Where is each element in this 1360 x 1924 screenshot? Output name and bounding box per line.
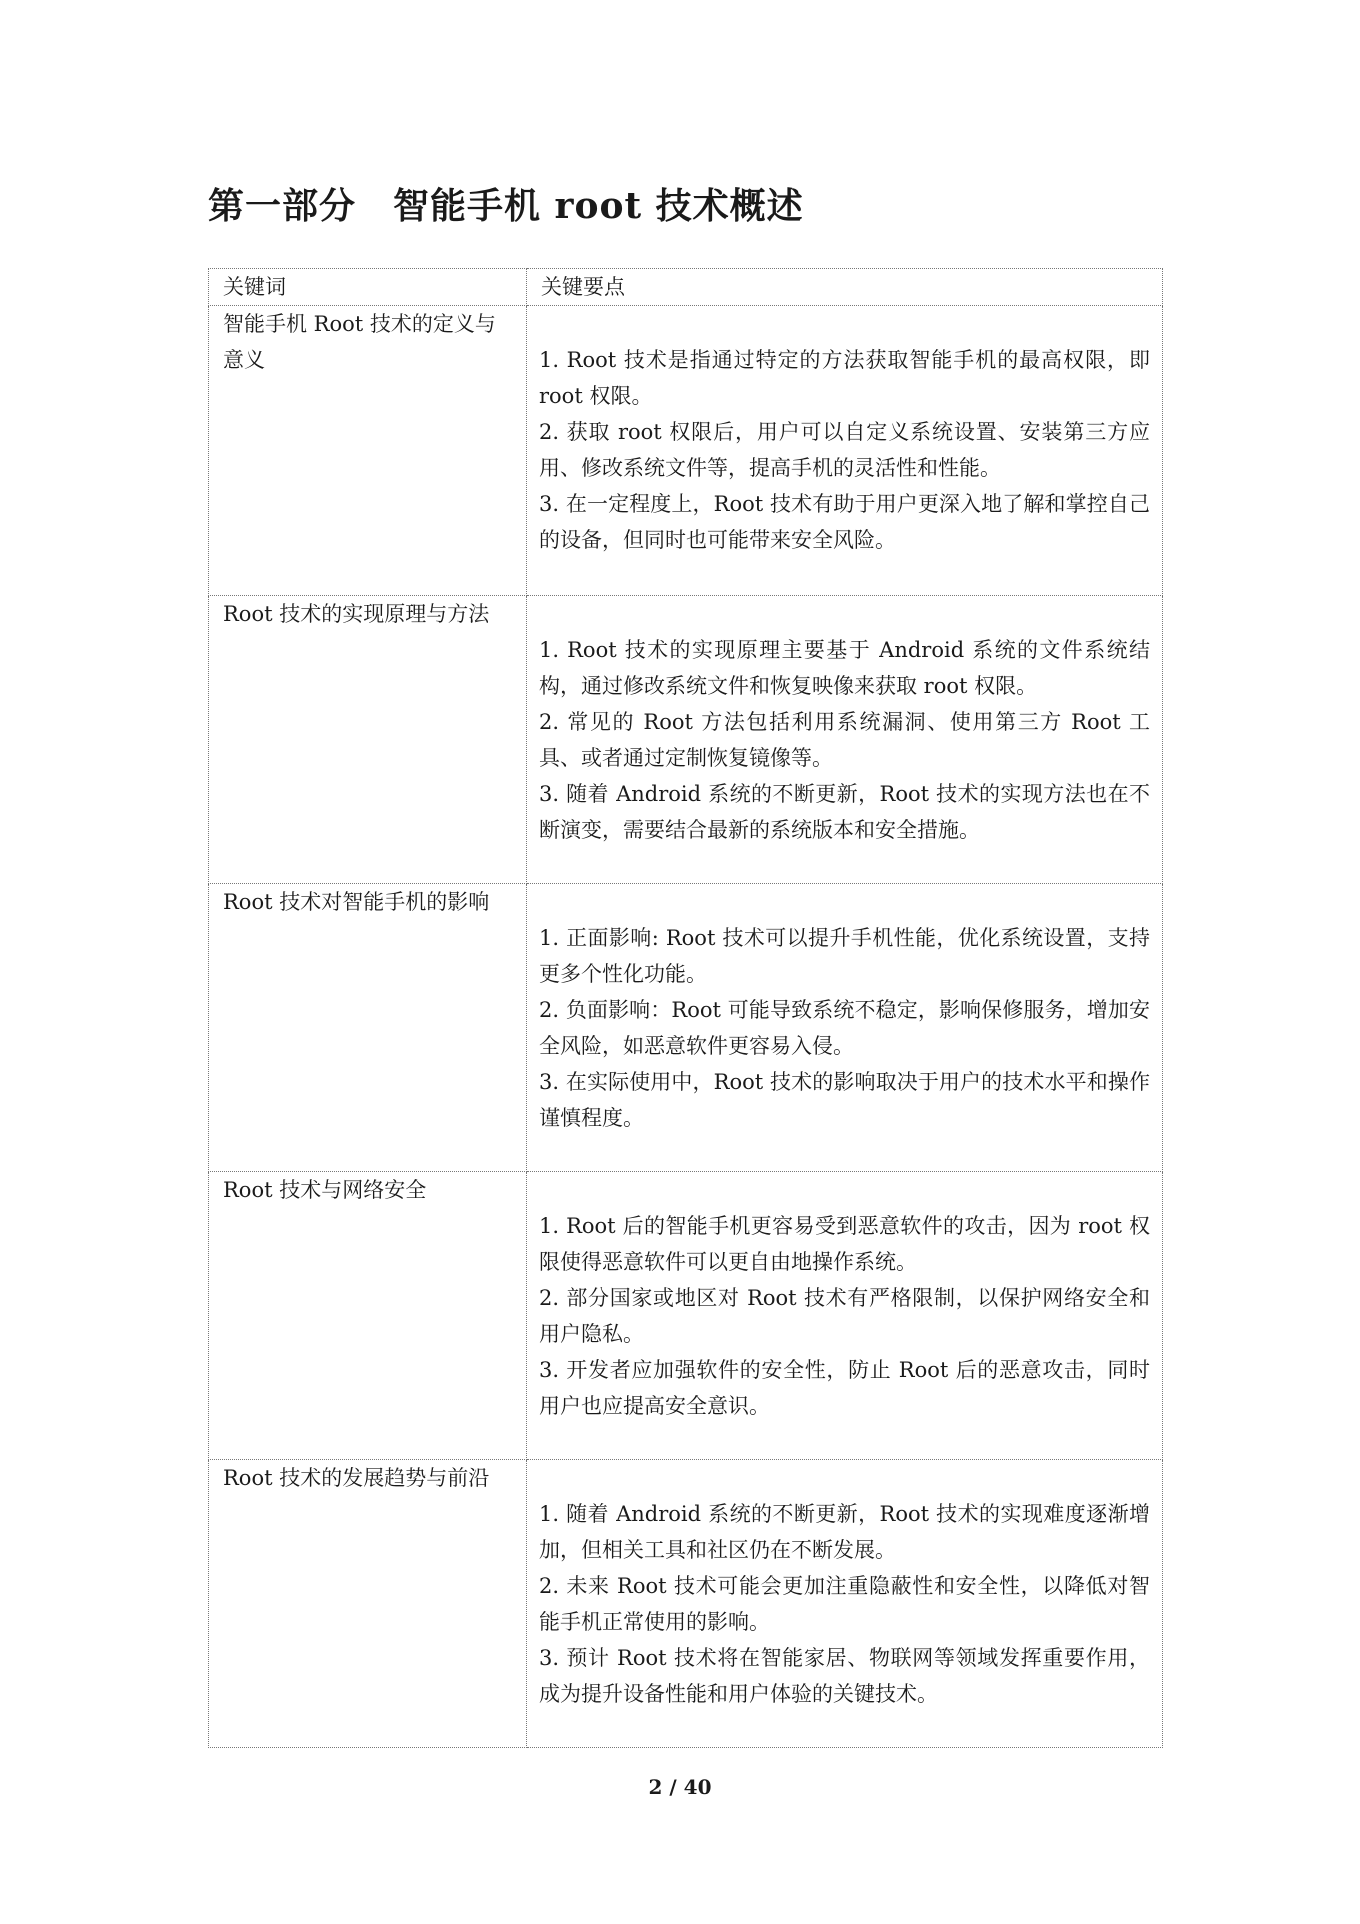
key-point: 3. 在实际使用中，Root 技术的影响取决于用户的技术水平和操作谨慎程度。 (539, 1070, 1150, 1130)
key-point: 2. 获取 root 权限后，用户可以自定义系统设置、安装第三方应用、修改系统文件等，提高手机的灵活性和性能。 (539, 420, 1150, 480)
key-point: 1. Root 后的智能手机更容易受到恶意软件的攻击，因为 root 权限使得恶意软件可以更自由地操作系统。 (539, 1214, 1150, 1274)
header-key-points: 关键要点 (527, 269, 1163, 306)
key-point: 3. 预计 Root 技术将在智能家居、物联网等领域发挥重要作用，成为提升设备性能和用户体验的关键技术。 (539, 1646, 1150, 1706)
key-points-table (208, 268, 1163, 1748)
table-row (209, 596, 1163, 884)
key-point: 1. Root 技术的实现原理主要基于 Android 系统的文件系统结构，通过修改系统文件和恢复映像来获取 root 权限。 (539, 638, 1150, 698)
row-keyword: Root 技术对智能手机的影响 (209, 884, 527, 1172)
key-point: 2. 负面影响：Root 可能导致系统不稳定，影响保修服务，增加安全风险，如恶意软件更容易入侵。 (539, 998, 1150, 1058)
key-point: 2. 未来 Root 技术可能会更加注重隐蔽性和安全性，以降低对智能手机正常使用的影响。 (539, 1574, 1150, 1634)
row-keyword: 智能手机 Root 技术的定义与意义 (209, 306, 527, 596)
key-point: 3. 随着 Android 系统的不断更新，Root 技术的实现方法也在不断演变，需要结合最新的系统版本和安全措施。 (539, 782, 1150, 842)
key-point: 1. Root 技术是指通过特定的方法获取智能手机的最高权限，即 root 权限。 (539, 348, 1150, 408)
key-point: 1. 随着 Android 系统的不断更新，Root 技术的实现难度逐渐增加，但相关工具和社区仍在不断发展。 (539, 1502, 1150, 1562)
header-keyword: 关键词 (209, 269, 527, 306)
row-key-points (527, 306, 1163, 596)
table-row (209, 306, 1163, 596)
row-key-points (527, 1172, 1163, 1460)
key-point: 3. 开发者应加强软件的安全性，防止 Root 后的恶意攻击，同时用户也应提高安全意识。 (539, 1358, 1150, 1418)
row-keyword: Root 技术的实现原理与方法 (209, 596, 527, 884)
page-number: 2 / 40 (648, 1775, 712, 1799)
table-row (209, 884, 1163, 1172)
table-header-row (209, 269, 1163, 306)
row-key-points (527, 884, 1163, 1172)
key-point: 1. 正面影响: Root 技术可以提升手机性能，优化系统设置，支持更多个性化功能。 (539, 926, 1150, 986)
key-point: 2. 常见的 Root 方法包括利用系统漏洞、使用第三方 Root 工具、或者通过定制恢复镜像等。 (539, 710, 1150, 770)
row-key-points (527, 596, 1163, 884)
key-point: 3. 在一定程度上，Root 技术有助于用户更深入地了解和掌控自己的设备，但同时也可能带来安全风险。 (539, 492, 1150, 552)
row-keyword: Root 技术与网络安全 (209, 1172, 527, 1460)
row-key-points (527, 1460, 1163, 1748)
page-title: 第一部分 智能手机 root 技术概述 (208, 185, 804, 227)
table-row (209, 1460, 1163, 1748)
table-row (209, 1172, 1163, 1460)
key-point: 2. 部分国家或地区对 Root 技术有严格限制，以保护网络安全和用户隐私。 (539, 1286, 1150, 1346)
row-keyword: Root 技术的发展趋势与前沿 (209, 1460, 527, 1748)
